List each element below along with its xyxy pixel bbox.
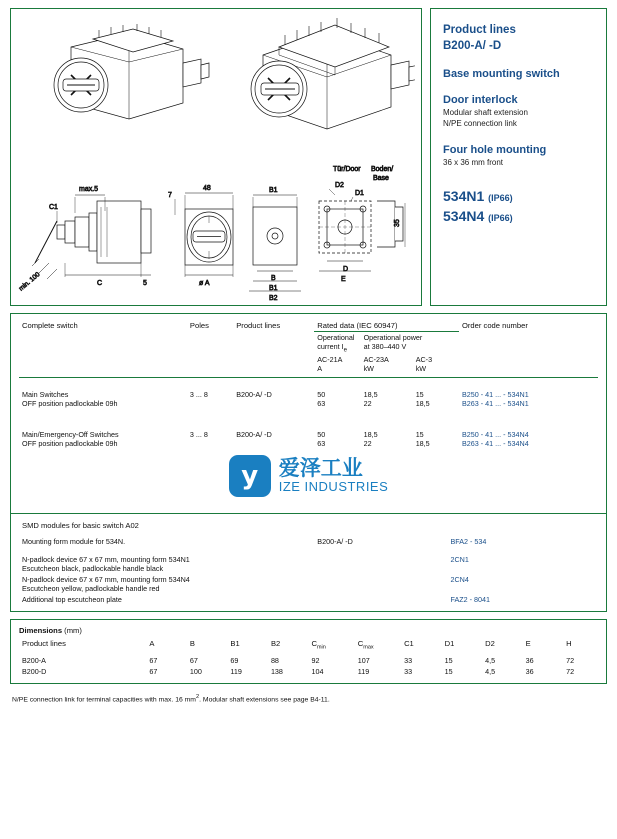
smd-table — [19, 520, 598, 605]
dim-th-1: A — [149, 639, 155, 649]
smd-row2-desc — [19, 554, 314, 574]
smd-row1-lines: B200-A/ -D — [317, 537, 353, 547]
dimensions-title — [19, 626, 598, 635]
svg-text:5: 5 — [143, 280, 147, 287]
dim-r0-c7: 33 — [404, 655, 413, 665]
technical-drawings-panel — [10, 8, 422, 306]
smd-header-row — [19, 520, 598, 531]
door-interlock-sub2: N/PE connection link — [443, 118, 517, 128]
svg-text:Boden/: Boden/ — [371, 166, 394, 173]
th-op-current-l1: Operational — [317, 333, 355, 342]
row1-name-l1: Main Switches — [22, 390, 69, 400]
svg-text:ø A: ø A — [199, 280, 210, 287]
main-table-section — [11, 314, 606, 513]
svg-text:C1: C1 — [49, 204, 58, 211]
table-row — [19, 389, 598, 409]
svg-text:Base: Base — [373, 175, 389, 182]
base-mounting-heading: Base mounting switch — [443, 68, 560, 81]
row2-ac3-2: 18,5 — [415, 439, 430, 449]
dim-r1-c1: 67 — [149, 666, 158, 676]
smd-row1-desc: Mounting form module for 534N. — [22, 537, 126, 547]
product-lines-value: B200-A/ -D — [443, 39, 502, 52]
row2-ac21a-2: 63 — [317, 439, 326, 449]
dim-r1-c6: 119 — [357, 666, 370, 676]
smd-row1-code: BFA2 - 534 — [450, 537, 487, 547]
th-ac3-unit: kW — [415, 364, 427, 374]
dim-r1-c3: 119 — [230, 666, 242, 676]
th-op-current-sub: e — [343, 347, 347, 354]
th-poles: Poles — [189, 321, 209, 330]
th-ac21a — [314, 354, 360, 374]
row2-name-l2: OFF position padlockable 09h — [22, 439, 118, 449]
th-ac3-label: AC-3 — [415, 355, 433, 365]
smd-section — [11, 513, 606, 611]
row1-ac21a — [314, 389, 360, 409]
smd-row3-desc2: Escutcheon yellow, padlockable handle red — [22, 584, 160, 594]
row1-ac3 — [413, 389, 459, 409]
four-hole-heading: Four hole mounting — [443, 143, 547, 156]
specs-panel — [430, 8, 607, 306]
dim-r0-c1: 67 — [149, 655, 158, 665]
dim-th-5: $C_{min}$ — [311, 639, 326, 651]
row1-ac3-2: 18,5 — [415, 399, 430, 409]
dim-r1-c0: B200-D — [22, 666, 47, 676]
row1-ac21a-1: 50 — [317, 390, 326, 400]
dim-r0-c2: 67 — [189, 655, 198, 665]
dim-th-0: Product lines — [22, 639, 66, 649]
logo-text-en: IZE INDUSTRIES — [278, 479, 389, 495]
row2-ac3-1: 15 — [415, 430, 424, 440]
row1-poles: 3 ... 8 — [189, 390, 208, 400]
dim-r1-c7: 33 — [404, 666, 413, 676]
logo-mark-icon: y — [229, 455, 271, 497]
code-534n1-text: 534N1 — [443, 188, 485, 205]
dim-r0-c3: 69 — [230, 655, 239, 665]
order-code-534n1 — [443, 188, 594, 204]
svg-text:Tür/Door: Tür/Door — [333, 166, 361, 173]
door-interlock-sub — [443, 108, 594, 130]
svg-text:C: C — [97, 280, 103, 287]
row2-ac3 — [413, 429, 459, 449]
dim-r1-c11: 72 — [566, 666, 575, 676]
dim-r1-c10: 36 — [525, 666, 534, 676]
row1-ac3-1: 15 — [415, 390, 424, 400]
smd-row2-lines — [314, 554, 447, 574]
svg-text:B1: B1 — [269, 285, 278, 292]
smd-row3-desc — [19, 574, 314, 594]
th-complete-switch: Complete switch — [22, 321, 78, 330]
dimensions-title-text: Dimensions — [19, 626, 63, 636]
logo-text-cn: 爱泽工业 — [278, 456, 363, 481]
drawings-svg — [15, 13, 415, 301]
row2-name — [19, 429, 187, 449]
product-lines-label: Product lines — [443, 24, 516, 36]
main-table-panel — [10, 313, 607, 612]
footnote: N/PE connection link for terminal capacities with max. 16 $mm^2$. Modular shaft extensions see page B4-11. — [12, 693, 330, 704]
dimensions-header-row — [19, 638, 598, 652]
code-534n4-text: 534N4 — [443, 208, 485, 225]
smd-row4-lines — [314, 594, 447, 605]
four-hole-sub: 36 x 36 mm front — [443, 157, 504, 167]
th-ac23a — [361, 354, 413, 374]
product-lines-heading — [443, 23, 594, 54]
dimensions-table — [19, 638, 598, 677]
table-row — [19, 429, 598, 449]
smd-row3-desc1: N-padlock device 67 x 67 mm, mounting form 534N4 — [22, 575, 190, 585]
svg-text:D2: D2 — [335, 182, 344, 189]
smd-row2-desc2: Escutcheon black, padlockable handle black — [22, 564, 164, 574]
dim-r0-c9: 4,5 — [485, 655, 496, 665]
dimensions-panel — [10, 619, 607, 684]
dim-r1-c8: 15 — [444, 666, 453, 676]
th-op-current-l2: current I — [317, 342, 344, 351]
th-operational-current — [314, 332, 360, 355]
table-row — [19, 655, 598, 666]
row1-ac23a-1: 18,5 — [363, 390, 378, 400]
svg-text:B1: B1 — [269, 187, 278, 194]
dim-th-8: D1 — [444, 639, 455, 649]
row1-name — [19, 389, 187, 409]
table-row — [19, 666, 598, 677]
row2-order-2: B263 - 41 ... - 534N4 — [462, 439, 529, 449]
th-ac23a-label: AC-23A — [363, 355, 389, 365]
th-product-lines: Product lines — [236, 321, 281, 330]
dim-r1-c9: 4,5 — [485, 666, 496, 676]
svg-text:D1: D1 — [355, 190, 364, 197]
row1-lines: B200-A/ -D — [236, 390, 272, 400]
svg-text:B2: B2 — [269, 295, 278, 301]
dim-r0-c8: 15 — [444, 655, 453, 665]
dim-th-6: $C_{max}$ — [357, 639, 374, 651]
dim-r0-c10: 36 — [525, 655, 534, 665]
dim-th-2: B — [189, 639, 195, 649]
company-logo — [19, 449, 598, 507]
top-section — [10, 8, 607, 306]
dim-th-11: H — [566, 639, 572, 649]
order-code-534n4 — [443, 208, 594, 224]
dim-th-7: C1 — [404, 639, 414, 649]
dim-r1-c4: 138 — [270, 666, 283, 676]
svg-text:B: B — [271, 275, 276, 282]
th-order-code: Order code number — [462, 321, 528, 330]
th-op-power-l2: at 380–440 V — [363, 342, 407, 351]
code-534n4-ip: (IP66) — [488, 213, 513, 224]
complete-switch-table — [19, 320, 598, 449]
smd-row2-desc1: N-padlock device 67 x 67 mm, mounting form 534N1 — [22, 555, 190, 565]
dim-th-9: D2 — [485, 639, 495, 649]
dim-r1-c2: 100 — [189, 666, 202, 676]
row2-ac23a-2: 22 — [363, 439, 372, 449]
smd-row2-code: 2CN1 — [450, 555, 469, 565]
row1-ac23a-2: 22 — [363, 399, 372, 409]
smd-row3-code: 2CN4 — [450, 575, 469, 585]
smd-row4-desc: Additional top escutcheon plate — [22, 595, 122, 605]
dim-r0-c5: 92 — [311, 655, 320, 665]
row2-poles: 3 ... 8 — [189, 430, 208, 440]
smd-row3-lines — [314, 574, 447, 594]
row2-name-l1: Main/Emergency-Off Switches — [22, 430, 119, 440]
table-header-row-1 — [19, 320, 598, 332]
svg-text:48: 48 — [203, 185, 211, 192]
smd-title: SMD modules for basic switch A02 — [22, 521, 139, 531]
row1-ac21a-2: 63 — [317, 399, 326, 409]
smd-row — [19, 594, 598, 605]
th-rated-data: Rated data (IEC 60947) — [314, 320, 459, 332]
th-ac21a-unit: A — [317, 364, 323, 374]
th-op-power-l1: Operational power — [363, 333, 423, 342]
smd-row — [19, 554, 598, 574]
dimensions-section — [11, 620, 606, 683]
dim-r0-c11: 72 — [566, 655, 575, 665]
smd-row — [19, 536, 598, 547]
smd-row4-code: FAZ2 - 8041 — [450, 595, 491, 605]
door-interlock-sub1: Modular shaft extension — [443, 108, 528, 118]
dim-r0-c6: 107 — [357, 655, 370, 665]
svg-text:35: 35 — [394, 219, 401, 227]
dim-th-3: B1 — [230, 639, 240, 649]
code-534n1-ip: (IP66) — [488, 193, 513, 204]
row2-ac21a-1: 50 — [317, 430, 326, 440]
row2-ac23a-1: 18,5 — [363, 430, 378, 440]
svg-text:E: E — [341, 276, 346, 283]
row2-ac23a — [361, 429, 413, 449]
dim-r1-c5: 104 — [311, 666, 324, 676]
dim-th-10: E — [525, 639, 531, 649]
svg-text:D: D — [343, 266, 349, 273]
smd-row — [19, 574, 598, 594]
svg-text:max.5: max.5 — [79, 186, 99, 193]
row2-ac21a — [314, 429, 360, 449]
row2-order-1: B250 - 41 ... - 534N4 — [462, 430, 529, 440]
th-ac3 — [413, 354, 459, 374]
dim-th-4: B2 — [270, 639, 281, 649]
row2-order — [459, 429, 598, 449]
svg-text:7: 7 — [168, 192, 172, 199]
logo-text — [279, 458, 389, 494]
row1-order-1: B250 - 41 ... - 534N1 — [462, 390, 529, 400]
row1-name-l2: OFF position padlockable 09h — [22, 399, 118, 409]
door-interlock-heading: Door interlock — [443, 94, 518, 107]
th-ac21a-label: AC-21A — [317, 355, 343, 365]
svg-text:min. 100: min. 100 — [17, 271, 42, 293]
row1-order-2: B263 - 41 ... - 534N1 — [462, 399, 529, 409]
th-ac23a-unit: kW — [363, 364, 374, 374]
row2-lines: B200-A/ -D — [236, 430, 272, 440]
dimensions-unit: (mm) — [64, 626, 82, 636]
dim-r0-c4: 88 — [270, 655, 279, 665]
row1-order — [459, 389, 598, 409]
row1-ac23a — [361, 389, 413, 409]
dim-r0-c0: B200-A — [22, 655, 46, 665]
th-operational-power — [361, 332, 459, 355]
